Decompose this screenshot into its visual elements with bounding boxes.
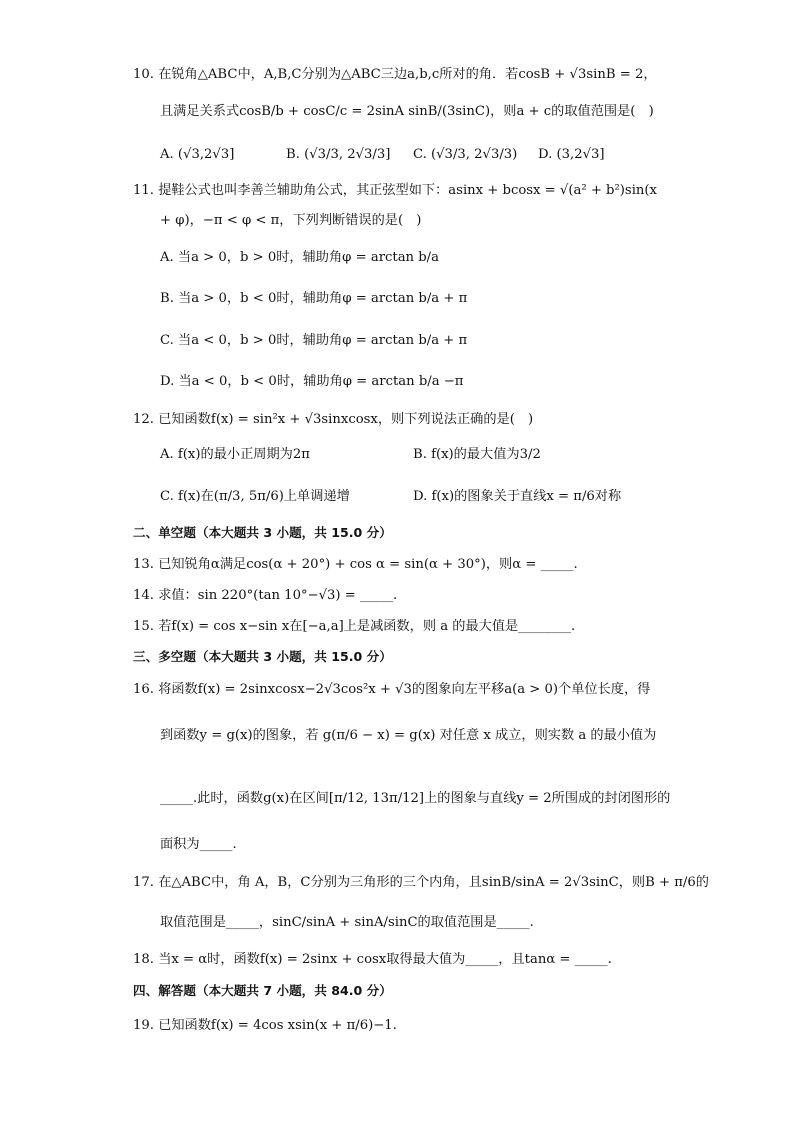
section-heading: 四、解答题（本大题共 7 小题，共 84.0 分） [133, 983, 392, 998]
question-text: 已知函数f(x) = sin²x + √3sinxcosx，则下列说法正确的是( ) [158, 412, 534, 427]
section-heading: 二、单空题（本大题共 3 小题，共 15.0 分） [133, 525, 392, 540]
option-b: B. (√3/3, 2√3/3] [286, 147, 391, 162]
question-text: 在△ABC中，角 A，B，C分别为三角形的三个内角，且sinB/sinA = 2√3sinC，则B + π/6的 [158, 875, 709, 890]
question-12 [133, 411, 533, 429]
question-text: 已知函数f(x) = 4cos xsin(x + π/6)−1. [158, 1018, 397, 1033]
question-19 [133, 1017, 397, 1035]
question-number: 15. [133, 619, 154, 634]
question-14 [133, 587, 397, 605]
question-number: 13. [133, 557, 154, 572]
question-10-line2: 且满足关系式cosB/b + cosC/c = 2sinA sinB/(3sinC)，则a + c的取值范围是( ) [160, 104, 654, 119]
question-text: 将函数f(x) = 2sinxcosx−2√3cos²x + √3的图象向左平移a(a > 0)个单位长度，得 [158, 682, 651, 697]
question-16 [133, 681, 650, 699]
option-c: C. 当a < 0，b > 0时，辅助角φ = arctan b/a + π [160, 333, 468, 348]
question-16-line2: 到函数y = g(x)的图象，若 g(π/6 − x) = g(x) 对任意 x 成立，则实数 a 的最小值为 [160, 728, 657, 743]
question-11-line2: + φ)，−π < φ < π，下列判断错误的是( ) [160, 213, 422, 228]
question-16-line4: 面积为_____. [160, 837, 237, 852]
question-10 [133, 66, 657, 84]
question-16-line3: _____.此时，函数g(x)在区间[π/12, 13π/12]上的图象与直线y = 2所围成的封闭图形的 [160, 791, 671, 806]
option-d: D. f(x)的图象关于直线x = π/6对称 [413, 489, 622, 504]
question-17-line2: 取值范围是_____，sinC/sinA + sinA/sinC的取值范围是_____. [160, 915, 534, 930]
option-c: C. f(x)在(π/3, 5π/6)上单调递增 [160, 489, 350, 504]
question-number: 19. [133, 1018, 154, 1033]
question-text: 提鞋公式也叫李善兰辅助角公式，其正弦型如下：asinx + bcosx = √(a² + b²)sin(x [158, 183, 657, 198]
option-d: D. (3,2√3] [538, 147, 605, 162]
question-number: 16. [133, 682, 154, 697]
question-number: 14. [133, 588, 154, 603]
question-11 [133, 182, 657, 200]
question-number: 18. [133, 952, 154, 967]
question-17 [133, 874, 709, 892]
question-number: 10. [133, 67, 154, 82]
option-b: B. 当a > 0，b < 0时，辅助角φ = arctan b/a + π [160, 291, 468, 306]
option-a: A. f(x)的最小正周期为2π [160, 447, 310, 462]
question-text: 已知锐角α满足cos(α + 20°) + cos α = sin(α + 30°)，则α = _____. [158, 557, 578, 572]
question-number: 17. [133, 875, 154, 890]
question-13 [133, 556, 578, 574]
question-text: 当x = α时，函数f(x) = 2sinx + cosx取得最大值为_____，且tanα = _____. [158, 952, 612, 967]
question-number: 11. [133, 183, 154, 198]
question-text: 在锐角△ABC中，A,B,C分别为△ABC三边a,b,c所对的角．若cosB + √3sinB = 2， [158, 67, 657, 82]
section-heading: 三、多空题（本大题共 3 小题，共 15.0 分） [133, 649, 392, 664]
question-text: 求值：sin 220°(tan 10°−√3) = _____. [158, 588, 398, 603]
option-b: B. f(x)的最大值为3/2 [413, 447, 541, 462]
question-15 [133, 618, 575, 636]
option-d: D. 当a < 0，b < 0时，辅助角φ = arctan b/a −π [160, 374, 464, 389]
question-18 [133, 951, 612, 969]
question-text: 若f(x) = cos x−sin x在[−a,a]上是减函数，则 a 的最大值是________. [158, 619, 576, 634]
option-c: C. (√3/3, 2√3/3) [413, 147, 518, 162]
option-a: A. (√3,2√3] [160, 147, 235, 162]
question-number: 12. [133, 412, 154, 427]
option-a: A. 当a > 0，b > 0时，辅助角φ = arctan b/a [160, 250, 439, 265]
